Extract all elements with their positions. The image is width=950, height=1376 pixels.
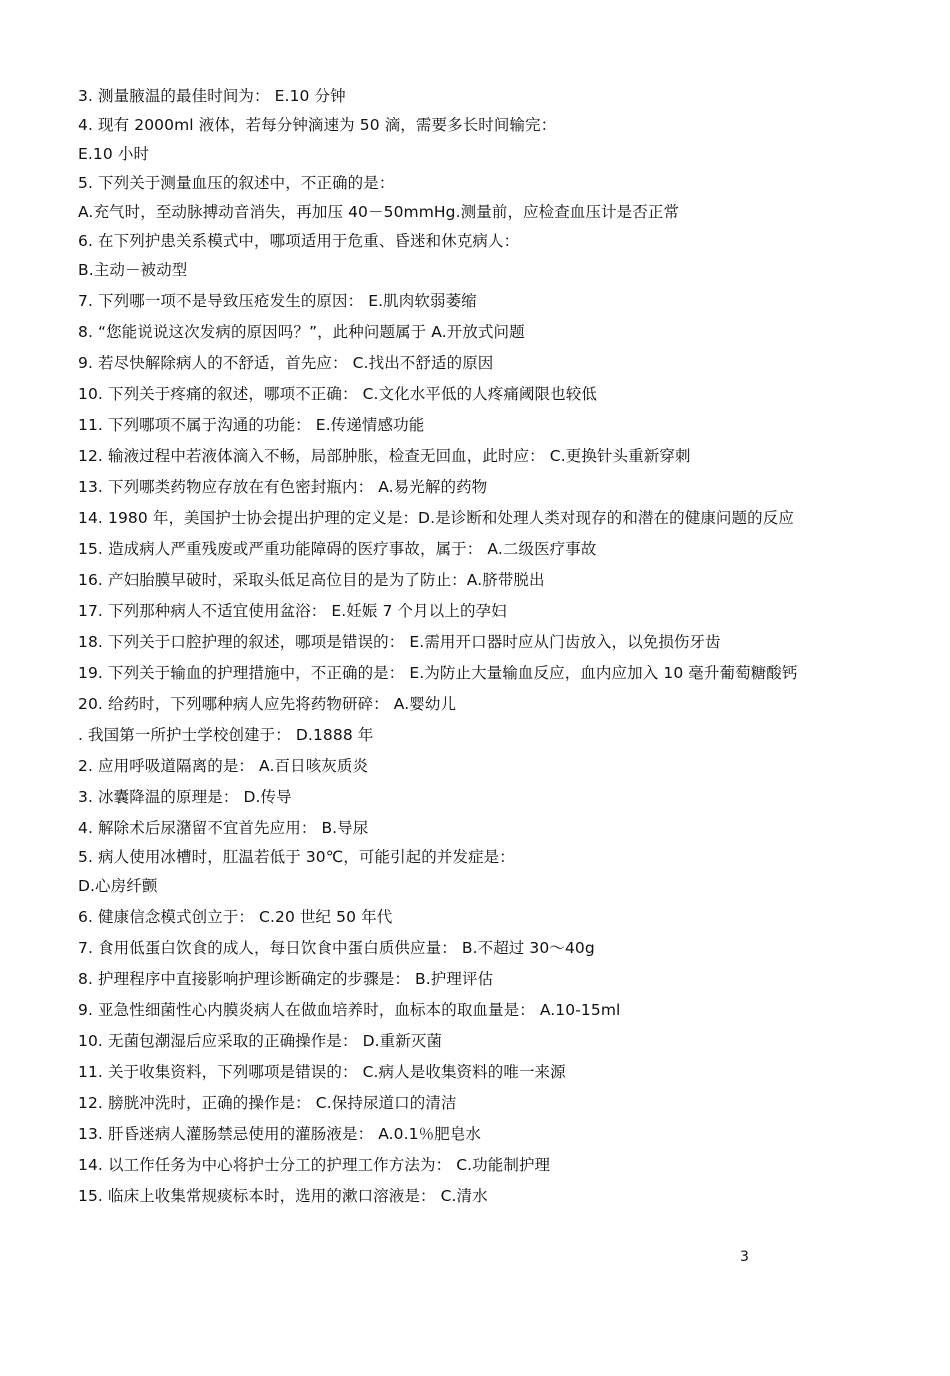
- text-line: 11. 下列哪项不属于沟通的功能： E.传递情感功能: [78, 416, 425, 434]
- text-line: 16. 产妇胎膜早破时，采取头低足高位目的是为了防止：A.脐带脱出: [78, 571, 545, 589]
- page-number: 3: [740, 1249, 749, 1265]
- text-line: B.主动－被动型: [78, 261, 188, 279]
- text-line: 5. 下列关于测量血压的叙述中，不正确的是：: [78, 174, 395, 192]
- text-line: 14. 1980 年，美国护士协会提出护理的定义是：D.是诊断和处理人类对现存的和潜在的健康问题的反应: [78, 509, 794, 527]
- text-line: 3. 测量腋温的最佳时间为： E.10 分钟: [78, 87, 346, 105]
- text-line: 7. 食用低蛋白饮食的成人，每日饮食中蛋白质供应量： B.不超过 30～40g: [78, 939, 595, 957]
- text-line: 9. 亚急性细菌性心内膜炎病人在做血培养时，血标本的取血量是： A.10-15ml: [78, 1001, 621, 1019]
- text-line: 20. 给药时，下列哪种病人应先将药物研碎： A.婴幼儿: [78, 695, 457, 713]
- text-line: 4. 现有 2000ml 液体，若每分钟滴速为 50 滴，需要多长时间输完：: [78, 116, 557, 134]
- text-line: 19. 下列关于输血的护理措施中，不正确的是： E.为防止大量输血反应，血内应加入 10 毫升葡萄糖酸钙: [78, 664, 798, 682]
- text-line: 14. 以工作任务为中心将护士分工的护理工作方法为： C.功能制护理: [78, 1156, 551, 1174]
- text-line: 10. 下列关于疼痛的叙述，哪项不正确： C.文化水平低的人疼痛阈限也较低: [78, 385, 597, 403]
- text-line: 9. 若尽快解除病人的不舒适，首先应： C.找出不舒适的原因: [78, 354, 494, 372]
- text-line: 18. 下列关于口腔护理的叙述，哪项是错误的： E.需用开口器时应从门齿放入，以免损伤牙齿: [78, 633, 721, 651]
- question-list: [78, 84, 878, 1215]
- text-line: 15. 临床上收集常规痰标本时，选用的漱口溶液是： C.清水: [78, 1187, 488, 1205]
- text-line: 13. 肝昏迷病人灌肠禁忌使用的灌肠液是： A.0.1％肥皂水: [78, 1125, 482, 1143]
- text-line: 12. 膀胱冲洗时，正确的操作是： C.保持尿道口的清洁: [78, 1094, 457, 1112]
- text-line: 12. 输液过程中若液体滴入不畅，局部肿胀，检查无回血，此时应： C.更换针头重新穿刺: [78, 447, 691, 465]
- text-line: 13. 下列哪类药物应存放在有色密封瓶内： A.易光解的药物: [78, 478, 488, 496]
- text-line: 8. 护理程序中直接影响护理诊断确定的步骤是： B.护理评估: [78, 970, 494, 988]
- text-line: 8. “您能说说这次发病的原因吗？”，此种问题属于 A.开放式问题: [78, 323, 525, 341]
- text-line: 7. 下列哪一项不是导致压疮发生的原因： E.肌肉软弱萎缩: [78, 292, 477, 310]
- text-line: 15. 造成病人严重残废或严重功能障碍的医疗事故，属于： A.二级医疗事故: [78, 540, 597, 558]
- text-line: D.心房纤颤: [78, 877, 158, 895]
- text-line: 4. 解除术后尿潴留不宜首先应用： B.导尿: [78, 819, 369, 837]
- text-line: 3. 冰囊降温的原理是： D.传导: [78, 788, 292, 806]
- text-line: 17. 下列那种病人不适宜使用盆浴： E.妊娠 7 个月以上的孕妇: [78, 602, 507, 620]
- text-line: 6. 健康信念模式创立于： C.20 世纪 50 年代: [78, 908, 393, 926]
- text-line: 5. 病人使用冰槽时，肛温若低于 30℃，可能引起的并发症是：: [78, 848, 515, 866]
- text-line: 11. 关于收集资料，下列哪项是错误的： C.病人是收集资料的唯一来源: [78, 1063, 566, 1081]
- text-line: E.10 小时: [78, 145, 150, 163]
- text-line: A.充气时，至动脉搏动音消失，再加压 40－50mmHg.测量前，应检查血压计是否正常: [78, 203, 680, 221]
- text-line: 2. 应用呼吸道隔离的是： A.百日咳灰质炎: [78, 757, 369, 775]
- text-line: 6. 在下列护患关系模式中，哪项适用于危重、昏迷和休克病人：: [78, 232, 520, 250]
- text-line: 10. 无菌包潮湿后应采取的正确操作是： D.重新灭菌: [78, 1032, 443, 1050]
- text-line: . 我国第一所护士学校创建于： D.1888 年: [78, 726, 374, 744]
